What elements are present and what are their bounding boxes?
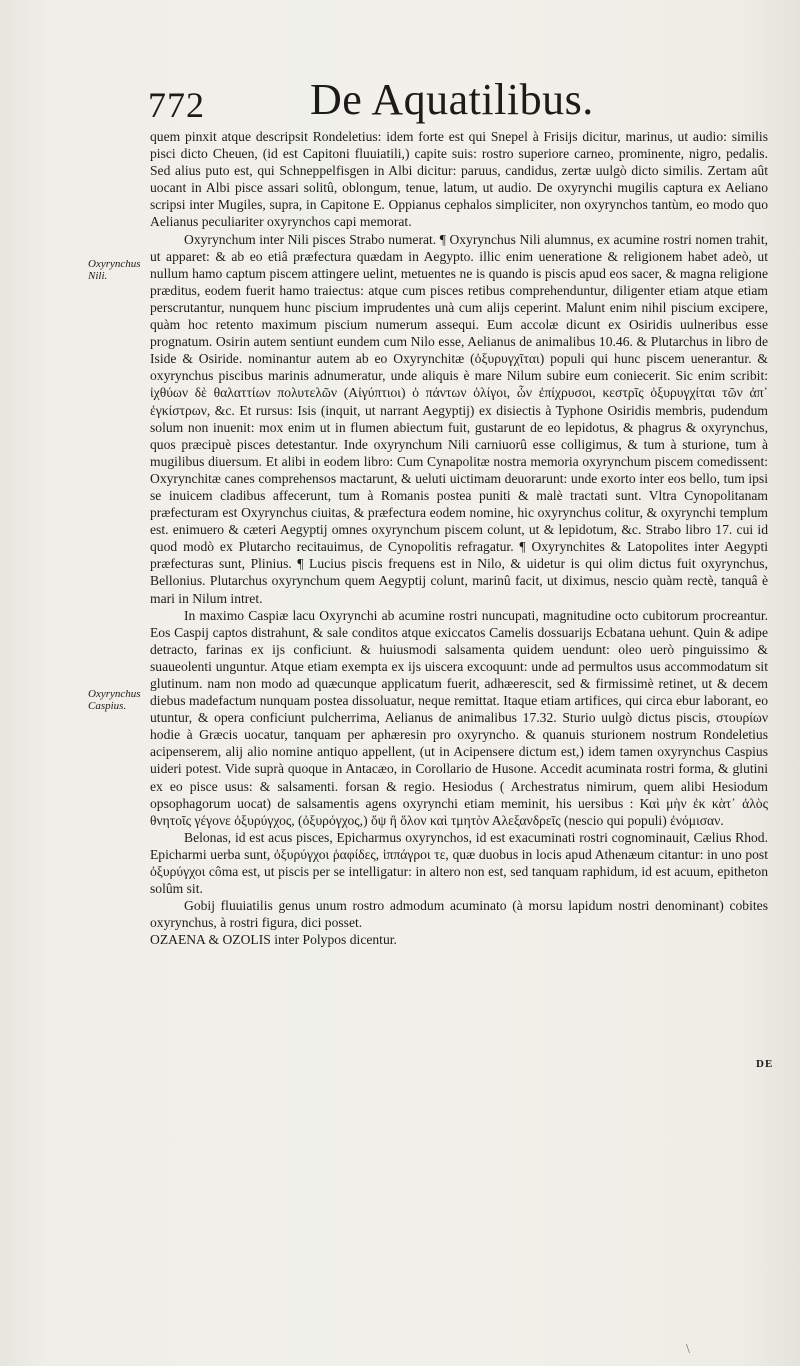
paragraph-snepel: quem pinxit atque descripsit Rondeletius: idem forte est qui Snepel à Frisijs dicitur, marinus, ut audio: similis pisci dicto Cheuen, (id est Capitoni fluuiatili,) capite suis: rostro superiore carneo, prominente, nigro, pedalis. Sed alius puto est, qui Schneppelfisgen in Albi dicitur: paruus, candidus, zertæ uulgò dicto similis. Zertam aût uocant in Albi pisce assari solitû, oblongum, tenue, latum, ut audio. De oxyrynchi mugilis captura ex Aeliano scripsi inter Mugiles, supra, in Capitone E. Oppianus cephalos simpliciter, non oxyrynchos tantùm, eo modo quo Aelianus peculiariter oxyrynchos capi memorat. xyxy=(150,129,768,230)
paragraph-belonas: Belonas, id est acus pisces, Epicharmus oxyrynchos, id est exacuminati rostri cognominauit, Cælius Rhod. Epicharmi uerba sunt, ὀξυρύγχοι ῥαφίδες, ἱππάγροι τε, quæ duobus in locis apud Athenæum citantur: in uno post ὀξυρύγχοι côma est, ut piscis per se intelligatur: in altero non est, sed tanquam raphidum, id est acuum, epitheton solûm sit. xyxy=(150,829,768,897)
body-text xyxy=(150,128,768,949)
paragraph-gobius: Gobij fluuiatilis genus unum rostro admodum acuminato (à morsu lapidum nostri denominant) cobites oxyrynchus, à rostri figura, dici posset. xyxy=(150,898,768,931)
margin-note-oxyrynchus-caspius: Oxyrynchus Caspius. xyxy=(88,688,141,712)
page-header xyxy=(148,70,708,130)
paragraph-ozaena: OZAENA & OZOLIS inter Polypos dicentur. xyxy=(150,932,397,948)
paragraph-oxyrynchus-nili: Oxyrynchum inter Nili pisces Strabo numerat. ¶ Oxyrynchus Nili alumnus, ex acumine rostri nomen trahit, ut apparet: & ab eo etiâ præfectura quædam in Aegypto. illic enim ueneratione & religionem habet adeò, ut nullum hamo captum piscem attingere uelint, metuentes ne is quando is piscis apud eos sacer, & magna religione præditus, eodem fuerit hamo traiectus: atque cum pisces retibus comprehenduntur, diligenter etiam atque etiam perscrutantur, nunquem hunc piscium imprudentes unà cum alijs ceperint. Malunt enim nihil piscium excipere, quàm hoc retento maximum piscium numerum assequi. Eum accolæ dicunt ex Osiridis uulneribus esse prognatum. Osirin autem sentiunt eundem cum Nilo esse, Aelianus de animalibus 10.46. & Plutarchus in libro de Iside & Osiride. nominantur autem ab eo Oxyrynchitæ (ὀξυρυγχῖται) populi qui hunc piscem uenerantur. & oxyrynchus piscibus marinis adnumeratur, unde aliquis è mare Nilum subire eum coniecerit. Sic enim scribit: ἰχθύων δὲ θαλαττίων πολυτελῶν (Αἰγύπτιοι) ὁ πάντων ὁλίγοι, ὧν ἐπίχρυσοι, κεστρῖς ὀξυρυγχίται τῶν ἀπ᾽ ἐγκίστρων, &c. Et rursus: Isis (inquit, ut narrant Aegyptij) ex disiectis à Typhone Osiridis membris, pudendum solum non inuenit: mox enim ut in flumen abiectum fuit, gustarunt de eo lepidotus, & phagrus & oxyrynchus, quos præcipuè pisces detestantur. Inde oxyrynchum Nili carniuorû esse colligimus, & tum à sturione, tum à mugilibus diuersum. Et alibi in eodem libro: Cum Cynapolitæ nostra memoria oxyrynchum piscem comedissent: Oxyrynchitæ canes comprehensos mactarunt, & ueluti uictimam deuorarunt: unde exorto inter eos bello, tum ipsi se inuicem cladibus affecerunt, tum à Romanis postea puniti & malè tractati sunt. Vltra Cynopolitanam præfecturam est Oxyrynchus ciuitas, & præfectura eodem nomine, hic oxyrynchus colitur, & oxyrynchi templum est. enimuero & cæteri Aegyptij omnes oxyrynchum piscem colunt, ut & lepidotum, &c. Strabo libro 17. cui id quod modò ex Plutarcho recitauimus, de Cynopolitis refragatur. ¶ Oxyrynchites & Latopolites inter Aegypti præfecturas sunt, Plinius. ¶ Lucius piscis frequens est in Nilo, & uidetur is qui olim dictus fuit oxyrynchus, Bellonius. Plutarchus oxyrynchum quem Aegyptij colunt, marinû facit, ut diximus, nescio quàm rectè, tanquâ è mari in Nilum intret. xyxy=(150,231,768,606)
running-title: De Aquatilibus. xyxy=(310,75,594,124)
page-number: 772 xyxy=(148,85,205,125)
page-mark: \ xyxy=(686,1342,690,1357)
catchword: DE xyxy=(756,1058,774,1070)
margin-note-oxyrynchus-nili: Oxyrynchus Nili. xyxy=(88,258,141,282)
paragraph-oxyrynchus-caspius: In maximo Caspiæ lacu Oxyrynchi ab acumine rostri nuncupati, magnitudine octo cubitorum procreantur. Eos Caspij captos distrahunt, & sale conditos atque exiccatos Camelis dossuarijs Ecbatana uehunt. Quin & adipe detracto, farinas ex ijs conficiunt. & huiusmodi salsamenta quidem uendunt: oleo uerò pinguissimo & suaueolenti unguntur. Atque etiam exempta ex ijs uiscera excoquunt: unde ad permultos usus accommodatum sit glutinum. nam non modo ad quæcunque applicatum fuerit, adhæerescit, sed & firmissimè retinet, ut & decem diebus madefactum nunquam postea dissoluatur, neque remittat. Itaque etiam artifices, qui circa ebur laborant, eo utuntur, & opera conficiunt pulcherrima, Aelianus de animalibus 17.32. Sturio uulgò dictus piscis, στουρίων hodie à Græcis uocatur, tanquam per aphæresin pro oxyrynchο. & quanuis sturionem nostrum Rondeletius acipenserem, alij alio nomine antiquo appellent, (ut in Acipensere dictum est,) idem tamen oxyrynchus Caspius uideri potest. Vide suprà quoque in Antacæo, in Corollario de Husone. Accedit acuminata rostri forma, & glutini ex eo pisce usus: & salsamenti. forsan & regio. Hesiodus ( Archestratus nimirum, quem alibi Hesiodum opsophagorum uocat) de salsamentis agens oxyrynchi etiam meminit, his uersibus : Καὶ μὴν ἐκ κὰτ᾽ ἀλὸς θνητοῖς γέγονε ὀξυρύγχος, (ὀξυρόγχος,) ὄψ ἢ ὅλον καὶ τμητὸν Αλεξανδρεῖς (nescio qui populi) ἐνόμισαν. xyxy=(150,607,768,828)
